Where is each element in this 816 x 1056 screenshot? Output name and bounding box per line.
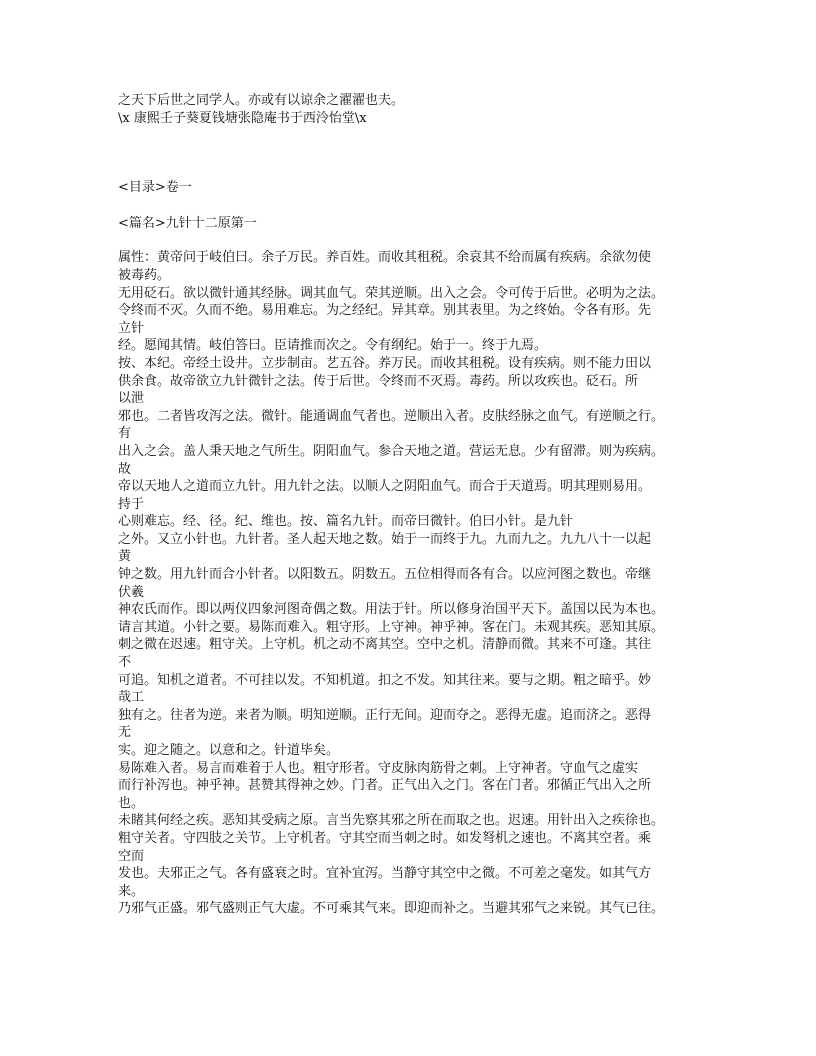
body-line: 黄 (118, 549, 132, 565)
body-line: 无 (118, 725, 132, 741)
body-line: 不 (118, 655, 132, 671)
body-line: 粗守关者。守四肢之关节。上守机者。守其空而当刺之时。如发弩机之速也。不离其空者。乘 (118, 830, 652, 846)
body-line: 神农氏而作。即以两仪四象河图奇偶之数。用法于针。所以修身治国平天下。盖国以民为本也。 (118, 602, 665, 618)
body-line: 立针 (118, 320, 145, 336)
body-line: 被毒药。 (118, 267, 171, 283)
body-line: 供余食。故帝欲立九针微针之法。传于后世。令终而不灭焉。毒药。所以攻疾也。砭石。所 (118, 373, 639, 389)
body-text (118, 249, 698, 918)
body-line: 伏羲 (118, 584, 145, 600)
body-line: 哉工 (118, 690, 145, 706)
body-line: 乃邪气正盛。邪气盛则正气大虚。不可乘其气来。即迎而补之。当避其邪气之来锐。其气已往。 (118, 901, 665, 917)
body-line: 令终而不灭。久而不绝。易用难忘。为之经纪。异其章。别其表里。为之终始。令各有形。先 (118, 303, 652, 319)
body-line: 出入之会。盖人秉天地之气所生。阴阳血气。参合天地之道。营运无息。少有留滞。则为疾病。 (118, 443, 665, 459)
body-line: 可追。知机之道者。不可挂以发。不知机道。扣之不发。知其往来。要与之期。粗之暗乎。妙 (118, 672, 652, 688)
body-line: 有 (118, 426, 132, 442)
preface-line: 之天下后世之同学人。亦或有以谅余之濯濯也夫。 (118, 93, 405, 108)
body-line: 钟之数。用九针而合小针者。以阳数五。阴数五。五位相得而各有合。以应河图之数也。帝继 (118, 567, 652, 583)
preface-line: \x 康熙壬子葵夏钱塘张隐庵书于西泠怡堂\x (118, 110, 367, 126)
body-line: 而行补泻也。神乎神。甚赞其得神之妙。门者。正气出入之门。客在门者。邪循正气出入之所 (118, 778, 652, 794)
body-line: 邪也。二者皆攻泻之法。微针。能通调血气者也。逆顺出入者。皮肤经脉之血气。有逆顺之行。 (118, 408, 665, 424)
body-line: 请言其道。小针之要。易陈而难入。粗守形。上守神。神乎神。客在门。未观其疾。恶知其原。 (118, 619, 665, 635)
chapter-heading: <篇名>九针十二原第一 (118, 215, 257, 231)
body-line: 故 (118, 461, 132, 477)
body-line: 易陈难入者。易言而难着于人也。粗守形者。守皮脉肉筋骨之刺。上守神者。守血气之虚实 (118, 760, 639, 776)
document-page (118, 92, 698, 918)
body-line: 来。 (118, 883, 145, 899)
body-line: 刺之微在迟速。粗守关。上守机。机之动不离其空。空中之机。清静而微。其来不可逢。其往 (118, 637, 652, 653)
body-line: 空而 (118, 848, 145, 864)
body-line: 属性：黄帝问于岐伯曰。余子万民。养百姓。而收其租税。余哀其不给而属有疾病。余欲勿使 (118, 250, 652, 266)
body-line: 持于 (118, 496, 145, 512)
body-line: 按、本纪。帝经土设井。立步制亩。艺五谷。养万民。而收其租税。设有疾病。则不能力田以 (118, 355, 652, 371)
body-line: 发也。夫邪正之气。各有盛衰之时。宜补宜泻。当静守其空中之微。不可差之毫发。如其气方 (118, 866, 652, 882)
body-line: 未睹其何经之疾。恶知其受病之原。言当先察其邪之所在而取之也。迟速。用针出入之疾徐也。 (118, 813, 665, 829)
body-line: 独有之。往者为逆。来者为顺。明知逆顺。正行无间。迎而夺之。恶得无虚。追而济之。恶得 (118, 707, 652, 723)
body-line: 实。迎之随之。以意和之。针道毕矣。 (118, 743, 340, 758)
body-line: 经。愿闻其情。岐伯答曰。臣请推而次之。令有纲纪。始于一。终于九焉。 (118, 338, 548, 354)
body-line: 之外。又立小针也。九针者。圣人起天地之数。始于一而终于九。九而九之。九九八十一以起 (118, 531, 652, 547)
body-line: 无用砭石。欲以微针通其经脉。调其血气。荣其逆顺。出入之会。令可传于后世。必明为之法。 (118, 285, 665, 301)
toc-heading: <目录>卷一 (118, 180, 192, 196)
body-line: 也。 (118, 795, 145, 811)
body-line: 帝以天地人之道而立九针。用九针之法。以顺人之阴阳血气。而合于天道焉。明其理则易用。 (118, 479, 652, 495)
body-line: 以泄 (118, 391, 145, 407)
body-line: 心则难忘。经、径。纪、维也。按、篇名九针。而帝曰微针。伯曰小针。是九针 (118, 514, 574, 530)
